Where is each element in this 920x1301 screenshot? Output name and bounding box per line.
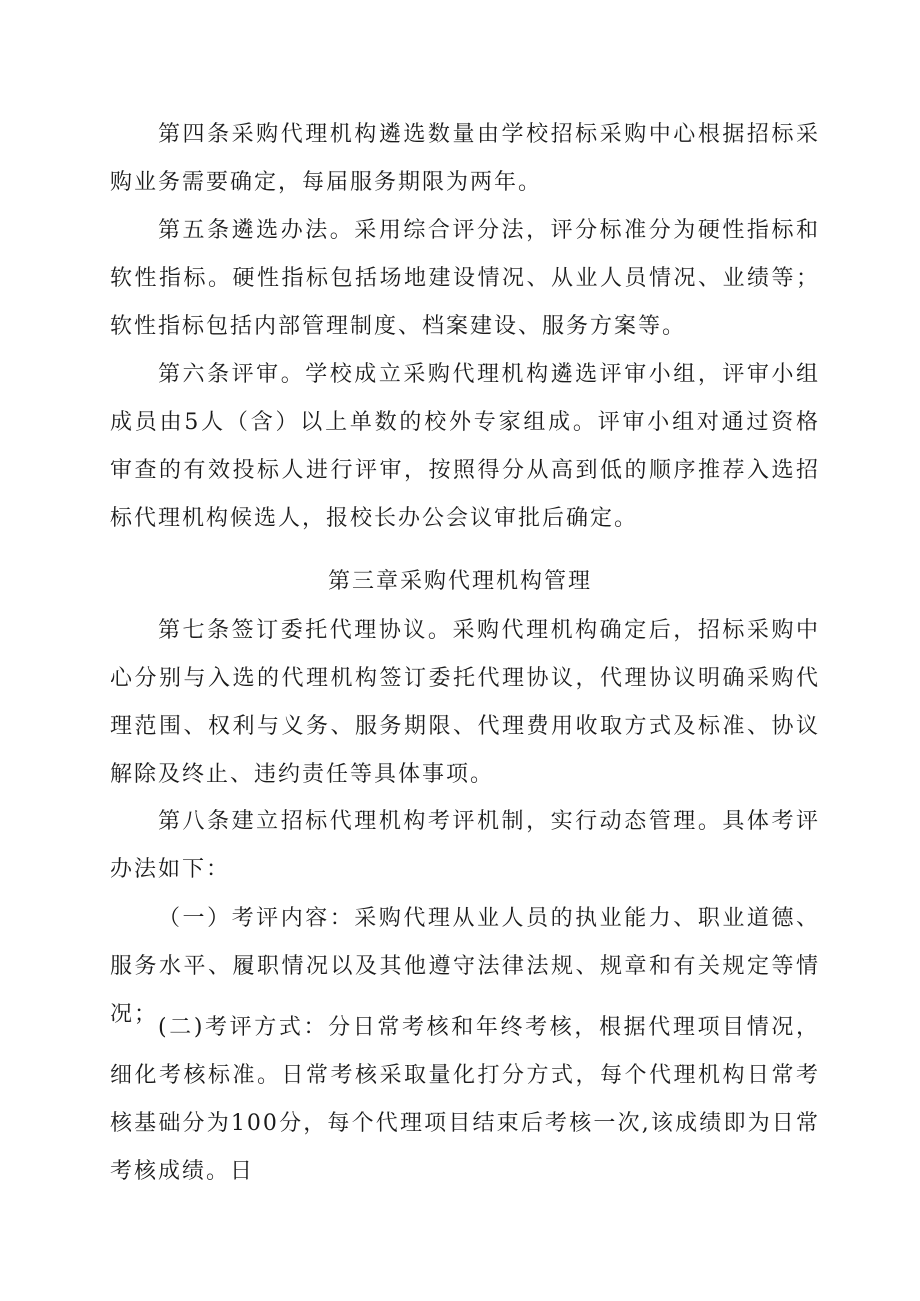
paragraph-item-1: （一）考评内容：采购代理从业人员的执业能力、职业道德、服务水平、履职情况以及其他遵守法律法规、规章和有关规定等情况； — [110, 906, 820, 1027]
paragraph-article-6: 第六条评审。学校成立采购代理机构遴选评审小组，评审小组成员由5人（含）以上单数的校外专家组成。评审小组对通过资格审查的有效投标人进行评审，按照得分从高到低的顺序推荐入选招标代理机构候选人，报校长办公会议审批后确定。 — [110, 362, 820, 531]
paragraph-article-4: 第四条采购代理机构遴选数量由学校招标采购中心根据招标采购业务需要确定，每届服务期限为两年。 — [110, 122, 820, 195]
paragraph-article-8: 第八条建立招标代理机构考评机制，实行动态管理。具体考评办法如下： — [110, 809, 820, 882]
chapter-heading: 第三章采购代理机构管理 — [327, 569, 592, 594]
paragraph-item-2: (二)考评方式：分日常考核和年终考核，根据代理项目情况，细化考核标准。日常考核采取量化打分方式，每个代理机构日常考核基础分为100分，每个代理项目结束后考核一次,该成绩即为日常考核成绩。日 — [110, 1015, 820, 1184]
paragraph-article-7: 第七条签订委托代理协议。采购代理机构确定后，招标采购中心分别与入选的代理机构签订委托代理协议，代理协议明确采购代理范围、权利与义务、服务期限、代理费用收取方式及标准、协议解除及终止、违约责任等具体事项。 — [110, 618, 820, 787]
paragraph-article-5: 第五条遴选办法。采用综合评分法，评分标准分为硬性指标和软性指标。硬性指标包括场地建设情况、从业人员情况、业绩等；软性指标包括内部管理制度、档案建设、服务方案等。 — [110, 218, 820, 339]
